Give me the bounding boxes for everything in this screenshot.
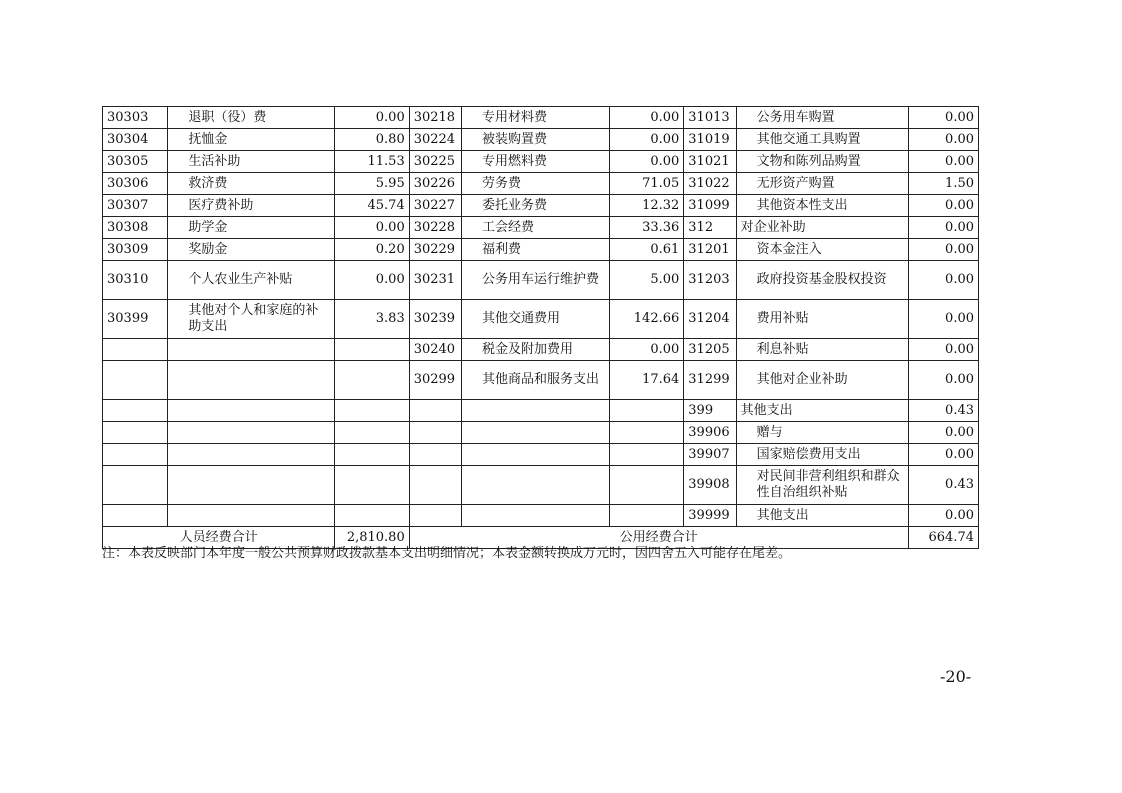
item-name: 其他交通工具购置 bbox=[736, 129, 908, 151]
item-code: 30229 bbox=[409, 239, 461, 261]
item-code: 30239 bbox=[409, 300, 461, 339]
item-name: 公务用车运行维护费 bbox=[462, 261, 610, 300]
item-code bbox=[103, 422, 168, 444]
item-code bbox=[409, 400, 461, 422]
item-name: 无形资产购置 bbox=[736, 173, 908, 195]
item-code bbox=[409, 422, 461, 444]
item-name: 文物和陈列品购置 bbox=[736, 151, 908, 173]
item-name: 奖励金 bbox=[168, 239, 335, 261]
item-amount: 0.00 bbox=[908, 300, 978, 339]
item-code: 31203 bbox=[684, 261, 736, 300]
item-name: 其他商品和服务支出 bbox=[462, 361, 610, 400]
item-code bbox=[103, 361, 168, 400]
item-name: 费用补贴 bbox=[736, 300, 908, 339]
item-name: 对企业补助 bbox=[736, 217, 908, 239]
item-amount bbox=[335, 466, 409, 505]
item-name: 资本金注入 bbox=[736, 239, 908, 261]
item-code: 312 bbox=[684, 217, 736, 239]
item-amount: 0.00 bbox=[609, 151, 683, 173]
item-name: 生活补助 bbox=[168, 151, 335, 173]
item-name bbox=[462, 422, 610, 444]
item-code: 31204 bbox=[684, 300, 736, 339]
item-amount bbox=[335, 339, 409, 361]
item-code: 39908 bbox=[684, 466, 736, 505]
personnel-total-label: 人员经费合计 bbox=[103, 527, 335, 549]
item-amount bbox=[335, 444, 409, 466]
item-name: 抚恤金 bbox=[168, 129, 335, 151]
item-name bbox=[168, 505, 335, 527]
table-row bbox=[103, 505, 979, 527]
item-amount: 0.43 bbox=[908, 400, 978, 422]
table-row bbox=[103, 444, 979, 466]
item-code: 30226 bbox=[409, 173, 461, 195]
item-amount: 33.36 bbox=[609, 217, 683, 239]
item-amount bbox=[335, 422, 409, 444]
table-row bbox=[103, 300, 979, 339]
item-name bbox=[168, 422, 335, 444]
table-row bbox=[103, 129, 979, 151]
item-name: 退职（役）费 bbox=[168, 107, 335, 129]
item-amount: 0.43 bbox=[908, 466, 978, 505]
item-code bbox=[103, 444, 168, 466]
item-amount: 0.20 bbox=[335, 239, 409, 261]
item-amount bbox=[335, 361, 409, 400]
item-name: 政府投资基金股权投资 bbox=[736, 261, 908, 300]
item-amount: 0.00 bbox=[908, 339, 978, 361]
item-name: 赠与 bbox=[736, 422, 908, 444]
item-code bbox=[103, 339, 168, 361]
item-amount: 0.00 bbox=[908, 361, 978, 400]
item-code: 39907 bbox=[684, 444, 736, 466]
expenditure-detail-table bbox=[102, 106, 979, 549]
item-name: 对民间非营利组织和群众性自治组织补贴 bbox=[736, 466, 908, 505]
item-amount: 0.00 bbox=[335, 217, 409, 239]
item-code: 31013 bbox=[684, 107, 736, 129]
item-code: 399 bbox=[684, 400, 736, 422]
item-name: 专用材料费 bbox=[462, 107, 610, 129]
item-code: 30225 bbox=[409, 151, 461, 173]
item-code: 30240 bbox=[409, 339, 461, 361]
item-amount: 0.00 bbox=[908, 195, 978, 217]
item-amount: 5.95 bbox=[335, 173, 409, 195]
item-code: 31201 bbox=[684, 239, 736, 261]
item-name: 税金及附加费用 bbox=[462, 339, 610, 361]
item-name: 被装购置费 bbox=[462, 129, 610, 151]
item-amount: 0.61 bbox=[609, 239, 683, 261]
item-amount: 0.00 bbox=[908, 151, 978, 173]
item-amount: 1.50 bbox=[908, 173, 978, 195]
item-code: 30306 bbox=[103, 173, 168, 195]
item-amount bbox=[609, 422, 683, 444]
item-name bbox=[168, 339, 335, 361]
item-amount: 0.00 bbox=[908, 217, 978, 239]
item-code: 30305 bbox=[103, 151, 168, 173]
item-amount: 5.00 bbox=[609, 261, 683, 300]
item-name: 救济费 bbox=[168, 173, 335, 195]
item-name: 医疗费补助 bbox=[168, 195, 335, 217]
table-row bbox=[103, 195, 979, 217]
item-name bbox=[168, 466, 335, 505]
item-code: 30303 bbox=[103, 107, 168, 129]
item-code bbox=[409, 466, 461, 505]
item-code: 31205 bbox=[684, 339, 736, 361]
item-name: 福利费 bbox=[462, 239, 610, 261]
item-amount bbox=[609, 466, 683, 505]
table-row bbox=[103, 239, 979, 261]
table-note: 注：本表反映部门本年度一般公共预算财政拨款基本支出明细情况；本表金额转换成万元时，因四舍五入可能存在尾差。 bbox=[102, 546, 792, 561]
table-row bbox=[103, 261, 979, 300]
item-name bbox=[168, 400, 335, 422]
item-name bbox=[462, 400, 610, 422]
table-row bbox=[103, 107, 979, 129]
item-name: 工会经费 bbox=[462, 217, 610, 239]
item-amount: 12.32 bbox=[609, 195, 683, 217]
item-amount: 0.80 bbox=[335, 129, 409, 151]
item-name: 专用燃料费 bbox=[462, 151, 610, 173]
item-name: 其他对企业补助 bbox=[736, 361, 908, 400]
item-code: 30299 bbox=[409, 361, 461, 400]
item-code: 30304 bbox=[103, 129, 168, 151]
table-row bbox=[103, 217, 979, 239]
item-code: 31021 bbox=[684, 151, 736, 173]
table-row bbox=[103, 151, 979, 173]
item-name bbox=[168, 444, 335, 466]
item-code: 30218 bbox=[409, 107, 461, 129]
item-code: 30227 bbox=[409, 195, 461, 217]
item-code: 31019 bbox=[684, 129, 736, 151]
item-code: 30308 bbox=[103, 217, 168, 239]
page-number: -20- bbox=[940, 667, 972, 686]
item-amount: 0.00 bbox=[335, 261, 409, 300]
item-code: 30309 bbox=[103, 239, 168, 261]
table-row bbox=[103, 173, 979, 195]
item-amount: 0.00 bbox=[908, 239, 978, 261]
item-amount: 0.00 bbox=[908, 129, 978, 151]
item-amount: 11.53 bbox=[335, 151, 409, 173]
item-code: 30310 bbox=[103, 261, 168, 300]
item-code bbox=[103, 466, 168, 505]
item-name: 委托业务费 bbox=[462, 195, 610, 217]
item-amount: 0.00 bbox=[609, 129, 683, 151]
item-name: 利息补贴 bbox=[736, 339, 908, 361]
public-total-value: 664.74 bbox=[908, 527, 978, 549]
personnel-total-value: 2,810.80 bbox=[335, 527, 409, 549]
item-amount: 0.00 bbox=[908, 261, 978, 300]
item-name bbox=[462, 505, 610, 527]
item-code: 30399 bbox=[103, 300, 168, 339]
table-row bbox=[103, 361, 979, 400]
item-amount bbox=[609, 444, 683, 466]
item-amount: 0.00 bbox=[908, 422, 978, 444]
item-code bbox=[103, 400, 168, 422]
item-amount: 45.74 bbox=[335, 195, 409, 217]
item-code: 30231 bbox=[409, 261, 461, 300]
item-amount bbox=[335, 400, 409, 422]
public-total-label: 公用经费合计 bbox=[409, 527, 908, 549]
item-amount: 71.05 bbox=[609, 173, 683, 195]
item-code: 31099 bbox=[684, 195, 736, 217]
item-name: 其他支出 bbox=[736, 505, 908, 527]
item-code: 31299 bbox=[684, 361, 736, 400]
item-amount: 0.00 bbox=[609, 339, 683, 361]
item-amount: 3.83 bbox=[335, 300, 409, 339]
item-name: 个人农业生产补贴 bbox=[168, 261, 335, 300]
item-name: 公务用车购置 bbox=[736, 107, 908, 129]
table-row bbox=[103, 422, 979, 444]
item-amount bbox=[335, 505, 409, 527]
item-name bbox=[168, 361, 335, 400]
item-name: 其他交通费用 bbox=[462, 300, 610, 339]
item-name: 助学金 bbox=[168, 217, 335, 239]
item-amount: 0.00 bbox=[908, 444, 978, 466]
item-name: 其他资本性支出 bbox=[736, 195, 908, 217]
table-row bbox=[103, 400, 979, 422]
item-amount: 0.00 bbox=[908, 505, 978, 527]
table-body bbox=[103, 107, 979, 527]
table-row bbox=[103, 466, 979, 505]
item-amount bbox=[609, 505, 683, 527]
item-name: 劳务费 bbox=[462, 173, 610, 195]
item-amount: 0.00 bbox=[335, 107, 409, 129]
item-amount: 0.00 bbox=[908, 107, 978, 129]
item-name: 国家赔偿费用支出 bbox=[736, 444, 908, 466]
item-name: 其他对个人和家庭的补助支出 bbox=[168, 300, 335, 339]
item-amount: 17.64 bbox=[609, 361, 683, 400]
item-code: 31022 bbox=[684, 173, 736, 195]
item-amount: 142.66 bbox=[609, 300, 683, 339]
item-code bbox=[103, 505, 168, 527]
item-amount bbox=[609, 400, 683, 422]
item-name bbox=[462, 466, 610, 505]
item-code: 30307 bbox=[103, 195, 168, 217]
item-code: 39906 bbox=[684, 422, 736, 444]
table-row bbox=[103, 339, 979, 361]
item-code: 39999 bbox=[684, 505, 736, 527]
item-name bbox=[462, 444, 610, 466]
item-code bbox=[409, 444, 461, 466]
item-code bbox=[409, 505, 461, 527]
item-code: 30224 bbox=[409, 129, 461, 151]
item-name: 其他支出 bbox=[736, 400, 908, 422]
item-amount: 0.00 bbox=[609, 107, 683, 129]
item-code: 30228 bbox=[409, 217, 461, 239]
